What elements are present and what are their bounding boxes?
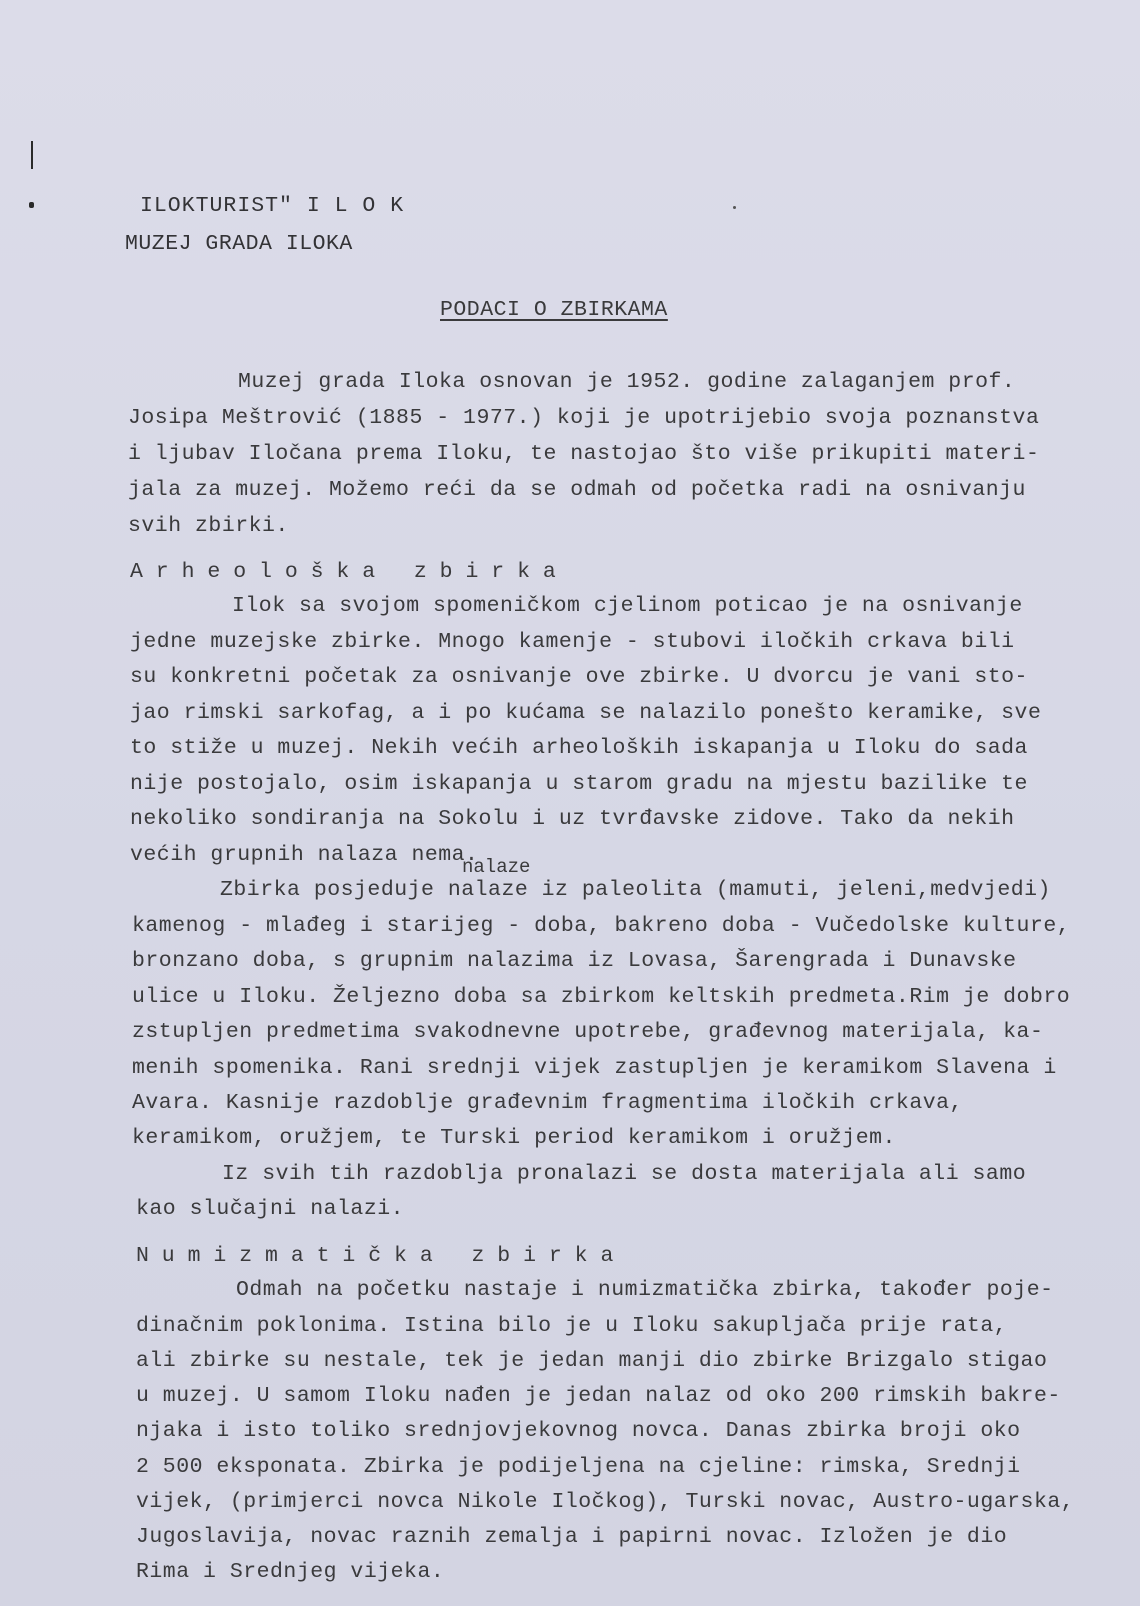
paragraph-line: su konkretni početak za osnivanje ove zbirke. U dvorcu je vani sto- (130, 665, 1028, 689)
paragraph-line: to stiže u muzej. Nekih većih arheoloških iskapanja u Iloku do sada (130, 736, 1028, 760)
page-title: PODACI O ZBIRKAMA (440, 298, 668, 322)
paragraph-line: kamenog - mlađeg i starijeg - doba, bakreno doba - Vučedolske kulture, (132, 914, 1071, 938)
paragraph-line: Jugoslavija, novac raznih zemalja i papirni novac. Izložen je dio (136, 1525, 1008, 1549)
section-heading-arheoloska: A r h e o l o š k a z b i r k a (130, 560, 556, 584)
paragraph-line: bronzano doba, s grupnim nalazima iz Lovasa, Šarengrada i Dunavske (132, 949, 1017, 973)
paragraph-line: njaka i isto toliko srednjovjekovnog novca. Danas zbirka broji oko (136, 1419, 1021, 1443)
paragraph-line: ulice u Iloku. Željezno doba sa zbirkom keltskih predmeta.Rim je dobro (132, 985, 1071, 1009)
paragraph-line: Iz svih tih razdoblja pronalazi se dosta materijala ali samo (222, 1162, 1027, 1186)
paragraph-line: zstupljen predmetima svakodnevne upotrebe, građevnog materijala, ka- (132, 1020, 1044, 1044)
section-heading-numizmaticka: N u m i z m a t i č k a z b i r k a (136, 1244, 614, 1268)
paragraph-line: vijek, (primjerci novca Nikole Iločkog), Turski novac, Austro-ugarska, (136, 1490, 1075, 1514)
paragraph-line: jedne muzejske zbirke. Mnogo kamenje - stubovi iločkih crkava bili (130, 630, 1015, 654)
paragraph-line: Rima i Srednjeg vijeka. (136, 1560, 445, 1584)
paragraph-line: Zbirka posjeduje nalaze iz paleolita (mamuti, jeleni,medvjedi) (220, 878, 1051, 902)
margin-mark (31, 141, 33, 169)
paragraph-line: menih spomenika. Rani srednji vijek zastupljen je keramikom Slavena i (132, 1056, 1057, 1080)
paragraph-line: 2 500 eksponata. Zbirka je podijeljena na cjeline: rimska, Srednji (136, 1455, 1021, 1479)
paragraph-line: Ilok sa svojom spomeničkom cjelinom poticao je na osnivanje (232, 594, 1023, 618)
handtyped-correction: nalaze (462, 856, 531, 878)
paragraph-line: kao slučajni nalazi. (136, 1197, 405, 1221)
paragraph-line: Avara. Kasnije razdoblje građevnim fragmentima iločkih crkava, (132, 1091, 963, 1115)
paragraph-line: u muzej. U samom Iloku nađen je jedan nalaz od oko 200 rimskih bakre- (136, 1384, 1061, 1408)
paragraph-line: keramikom, oružjem, te Turski period keramikom i oružjem. (132, 1126, 896, 1150)
margin-dot (29, 202, 34, 208)
intro-line: jala za muzej. Možemo reći da se odmah od početka radi na osnivanju (128, 478, 1026, 502)
intro-line: Josipa Meštrović (1885 - 1977.) koji je upotrijebio svoja poznanstva (128, 406, 1040, 430)
intro-line: i ljubav Iločana prema Iloku, te nastojao što više prikupiti materi- (128, 442, 1040, 466)
paragraph-line: većih grupnih nalaza nema. (130, 843, 479, 867)
intro-line: Muzej grada Iloka osnovan je 1952. godine zalaganjem prof. (238, 370, 1016, 394)
paragraph-line: ali zbirke su nestale, tek je jedan manji dio zbirke Brizgalo stigao (136, 1349, 1048, 1373)
header-line-2: MUZEJ GRADA ILOKA (125, 232, 353, 256)
intro-line: svih zbirki. (128, 514, 289, 538)
paragraph-line: Odmah na početku nastaje i numizmatička zbirka, također poje- (236, 1278, 1054, 1302)
paragraph-line: nije postojalo, osim iskapanja u starom gradu na mjestu bazilike te (130, 772, 1028, 796)
paragraph-line: jao rimski sarkofag, a i po kućama se nalazilo ponešto keramike, sve (130, 701, 1042, 725)
ink-speck (733, 206, 736, 209)
paragraph-line: dinačnim poklonima. Istina bilo je u Iloku sakupljača prije rata, (136, 1314, 1008, 1338)
paragraph-line: nekoliko sondiranja na Sokolu i uz tvrđavske zidove. Tako da nekih (130, 807, 1015, 831)
header-line-1: ILOKTURIST" I L O K (140, 194, 405, 218)
